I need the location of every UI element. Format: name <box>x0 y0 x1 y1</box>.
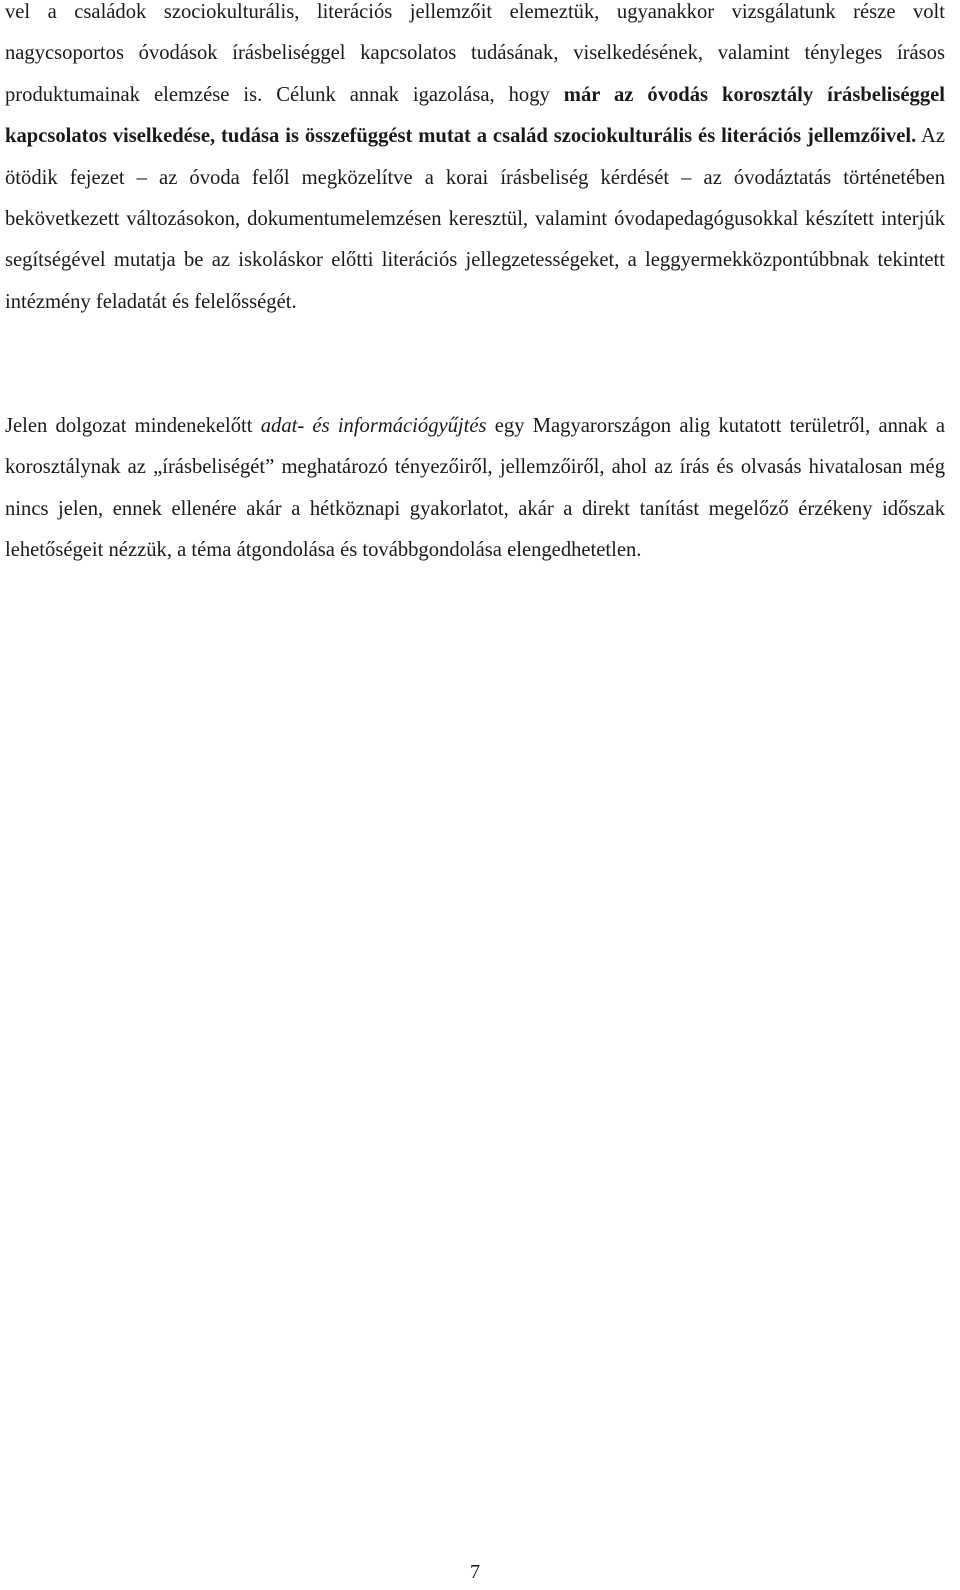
paragraph-intro-summary <box>5 0 945 323</box>
paragraph-purpose <box>5 406 945 572</box>
paragraph-2-text-end: egy Magyarországon alig kutatott területről, annak a korosztálynak az „írásbeliségét” meghatározó tényezőiről, jellemzőiről, ahol az írás és olvasás hivatalosan még nincs jelen, ennek ellenére akár a hétköznapi gyakorlatot, akár a direkt tanítást megelőző érzékeny időszak lehetőségeit nézzük, a téma átgondolása és továbbgondolása elengedhetetlen. <box>5 415 945 562</box>
document-page <box>5 0 945 1590</box>
paragraph-1-bold-thesis: már az óvodás korosztály írásbeliséggel kapcsolatos viselkedése, tudása is összefüggést mutat a család szociokulturális és literációs jellemzőivel. <box>5 83 945 148</box>
paragraph-1-text-end: Az ötödik fejezet – az óvoda felől megközelítve a korai írásbeliség kérdését – az óvodáztatás történetében bekövetkezett változásokon, dokumentumelemzésen keresztül, valamint óvodapedagógusokkal készített interjúk segítségével mutatja be az iskoláskor előtti literációs jellegzetességeket, a leggyermekközpontúbbnak tekintett intézmény feladatát és felelősségét. <box>5 125 945 313</box>
page-number: 7 <box>470 1561 480 1583</box>
paragraph-2-text-start: Jelen dolgozat mindenekelőtt <box>5 415 261 437</box>
paragraph-1-text-start: vel a családok szociokulturális, literációs jellemzőit elemeztük, ugyanakkor vizsgálatunk része volt nagycsoportos óvodások írásbeliséggel kapcsolatos tudásának, viselkedésének, valamint tényleges írásos produktumainak elemzése is. Célunk annak igazolása, hogy <box>5 1 945 106</box>
paragraph-2-italic-phrase: adat- és információgyűjtés <box>260 415 487 437</box>
